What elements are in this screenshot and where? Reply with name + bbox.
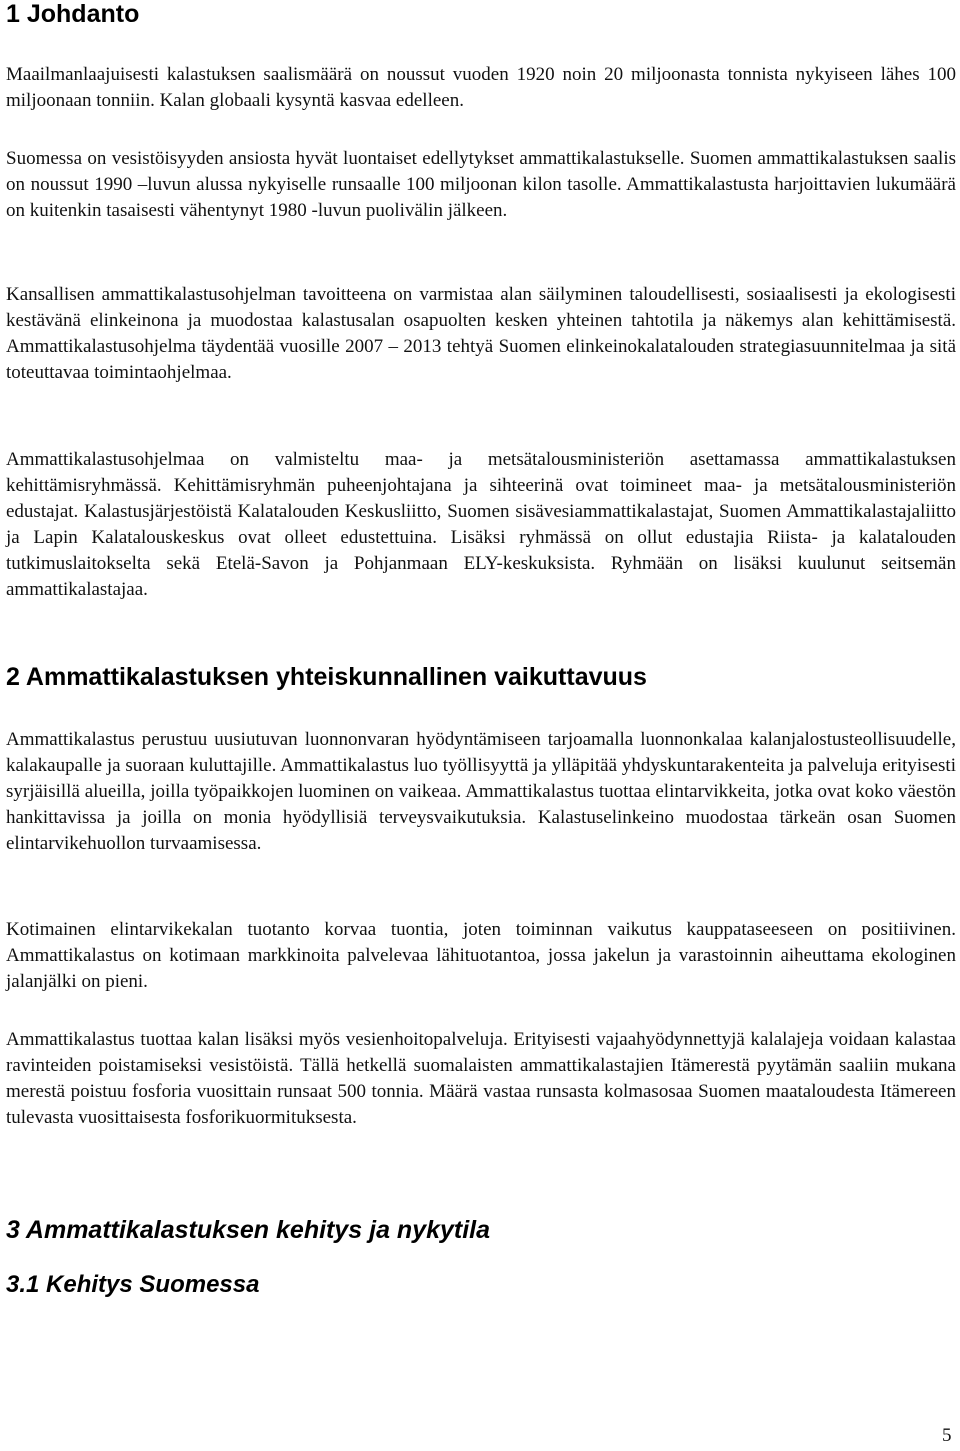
section-3-heading: 3 Ammattikalastuksen kehitys ja nykytila (6, 1216, 491, 1244)
section-1-paragraph-3: Kansallisen ammattikalastusohjelman tavoitteena on varmistaa alan säilyminen taloudellisesti, sosiaalisesti ja ekologisesti kestävänä elinkeinona ja muodostaa kalastusalan osapuolten kesken yhteinen tahtotila ja näkemys alan kehittämisestä. Ammattikalastusohjelma täydentää vuosille 2007 – 2013 tehtyä Suomen elinkeinokalatalouden strategiasuunnitelmaa ja sitä toteuttavaa toimintaohjelmaa. (6, 284, 956, 383)
section-2-heading: 2 Ammattikalastuksen yhteiskunnallinen vaikuttavuus (6, 663, 647, 691)
section-1-paragraph-4: Ammattikalastusohjelmaa on valmisteltu maa- ja metsätalousministeriön asettamassa ammattikalastuksen kehittämisryhmässä. Kehittämisryhmän puheenjohtajana ja sihteerinä ovat toimineet maa- ja metsätalousministeriön edustajat. Kalastusjärjestöistä Kalatalouden Keskusliitto, Suomen sisävesiammattikalastajat, Suomen Ammattikalastajaliitto ja Lapin Kalatalouskeskus ovat olleet edustettuina. Lisäksi ryhmässä on ollut edustajia Riista- ja kalatalouden tutkimuslaitokselta sekä Etelä-Savon ja Pohjanmaan ELY-keskuksista. Ryhmään on lisäksi kuulunut seitsemän ammattikalastajaa. (6, 449, 956, 600)
section-3-1-subheading: 3.1 Kehitys Suomessa (6, 1271, 260, 1298)
section-1-paragraph-1: Maailmanlaajuisesti kalastuksen saalismäärä on noussut vuoden 1920 noin 20 miljoonasta tonnista nykyiseen lähes 100 miljoonaan tonniin. Kalan globaali kysyntä kasvaa edelleen. (6, 64, 956, 111)
section-1-paragraph-2: Suomessa on vesistöisyyden ansiosta hyvät luontaiset edellytykset ammattikalastukselle. Suomen ammattikalastuksen saalis on noussut 1990 –luvun alussa nykyiselle runsaalle 100 miljoonan kilon tasolle. Ammattikalastusta harjoittavien lukumäärä on kuitenkin tasaisesti vähentynyt 1980 -luvun puolivälin jälkeen. (6, 148, 956, 221)
section-1-heading: 1 Johdanto (6, 0, 140, 28)
section-2-paragraph-2: Kotimainen elintarvikekalan tuotanto korvaa tuontia, joten toiminnan vaikutus kauppataseeseen on positiivinen. Ammattikalastus on kotimaan markkinoita palvelevaa lähituotantoa, jossa jakelun ja varastoinnin aiheuttama ekologinen jalanjälki on pieni. (6, 919, 956, 992)
section-2-paragraph-1: Ammattikalastus perustuu uusiutuvan luonnonvaran hyödyntämiseen tarjoamalla luonnonkalaa kalanjalostusteollisuudelle, kalakaupalle ja suoraan kuluttajille. Ammattikalastus luo työllisyyttä ja ylläpitää yhdyskuntarakenteita ja palveluja erityisesti syrjäisillä alueilla, joilla työpaikkojen luominen on vaikeaa. Ammattikalastus tuottaa elintarvikkeita, jotka ovat koko väestön hankittavissa ja joilla on monia hyödyllisiä terveysvaikutuksia. Kalastuselinkeino muodostaa tärkeän osan Suomen elintarvikehuollon turvaamisessa. (6, 729, 956, 854)
section-2-paragraph-3: Ammattikalastus tuottaa kalan lisäksi myös vesienhoitopalveluja. Erityisesti vajaahyödynnettyjä kalalajeja voidaan kalastaa ravinteiden poistamiseksi vesistöistä. Tällä hetkellä suomalaisten ammattikalastajien Itämerestä pyytämän saaliin mukana merestä poistuu fosforia vuosittain runsaat 500 tonnia. Määrä vastaa runsasta kolmasosaa Suomen maataloudesta Itämereen tulevasta vuosittaisesta fosforikuormituksesta. (6, 1029, 956, 1128)
page-number: 5 (942, 1425, 952, 1446)
